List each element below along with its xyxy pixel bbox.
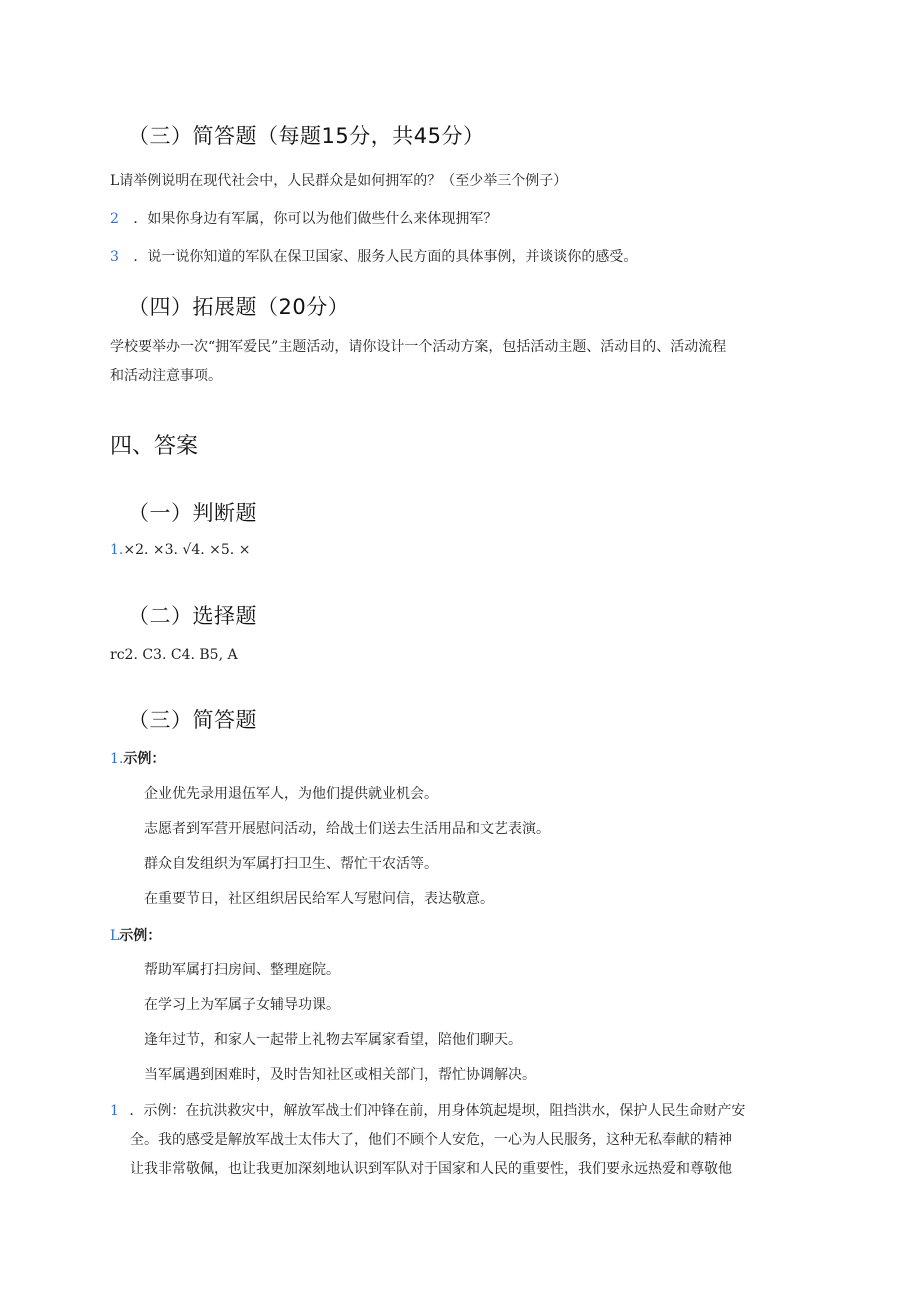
question-3-text: ．说一说你知道的军队在保卫国家、服务人民方面的具体事例，并谈谈你的感受。 bbox=[133, 249, 638, 265]
answer-1-number: 1. bbox=[110, 751, 124, 767]
answer-3-text-1: ．示例：在抗洪救灾中，解放军战士们冲锋在前，用身体筑起堤坝，阻挡洪水，保护人民生命财产安 bbox=[129, 1103, 746, 1119]
extension-line-2: 和活动注意事项。 bbox=[110, 368, 222, 384]
answer-3-number: 1 bbox=[110, 1103, 119, 1119]
answers-judge-heading: （一）判断题 bbox=[128, 501, 257, 525]
answers-short-heading: （三）简答题 bbox=[128, 708, 257, 732]
answer-3-line-1 bbox=[110, 1101, 810, 1121]
answer-2-number: L bbox=[110, 928, 120, 944]
answer-2-item: 当军属遇到困难时，及时告知社区或相关部门，帮忙协调解决。 bbox=[144, 1067, 536, 1083]
question-3-number: 3 bbox=[110, 249, 119, 265]
section-heading-short-answer: （三）简答题（每题15分，共45分） bbox=[128, 124, 485, 148]
answer-2-item: 在学习上为军属子女辅导功课。 bbox=[144, 997, 340, 1013]
question-3 bbox=[110, 247, 810, 267]
answer-1-item: 在重要节日，社区组织居民给军人写慰问信，表达敬意。 bbox=[144, 891, 494, 907]
answer-2-label-line bbox=[110, 926, 810, 946]
section-heading-extension: （四）拓展题（20分） bbox=[128, 295, 350, 319]
answer-1-item: 志愿者到军营开展慰问活动，给战士们送去生活用品和文艺表演。 bbox=[144, 821, 550, 837]
answer-3-line-2: 全。我的感受是解放军战士太伟大了，他们不顾个人安危，一心为人民服务，这种无私奉献的精神 bbox=[130, 1132, 732, 1148]
answer-3-line-3: 让我非常敬佩，也让我更加深刻地认识到军队对于国家和人民的重要性，我们要永远热爱和尊敬他 bbox=[130, 1161, 732, 1177]
question-1: L请举例说明在现代社会中，人民群众是如何拥军的？（至少举三个例子） bbox=[110, 173, 568, 189]
answers-choice-line: rc2. C3. C4. B5, A bbox=[110, 647, 238, 663]
answer-1-label: 示例： bbox=[123, 751, 166, 767]
answers-judge-line bbox=[110, 540, 810, 560]
question-2-text: ．如果你身边有军属，你可以为他们做些什么来体现拥军？ bbox=[133, 211, 498, 227]
answers-judge-text: ×2. ×3. √4. ×5. × bbox=[123, 542, 251, 558]
answer-1-item: 群众自发组织为军属打扫卫生、帮忙干农活等。 bbox=[144, 856, 438, 872]
answers-choice-heading: （二）选择题 bbox=[128, 604, 257, 628]
answer-2-item: 逢年过节，和家人一起带上礼物去军属家看望，陪他们聊天。 bbox=[144, 1032, 522, 1048]
answer-1-item: 企业优先录用退伍军人，为他们提供就业机会。 bbox=[144, 786, 438, 802]
extension-line-1: 学校要举办一次“拥军爱民”主题活动，请你设计一个活动方案，包括活动主题、活动目的、活动流程 bbox=[110, 339, 727, 355]
answers-judge-number: 1. bbox=[110, 542, 124, 558]
answers-heading: 四、答案 bbox=[110, 434, 199, 459]
question-2 bbox=[110, 209, 810, 229]
answer-1-label-line bbox=[110, 749, 810, 769]
answer-2-item: 帮助军属打扫房间、整理庭院。 bbox=[144, 962, 340, 978]
answer-2-label: 示例： bbox=[119, 928, 162, 944]
question-2-number: 2 bbox=[110, 211, 119, 227]
